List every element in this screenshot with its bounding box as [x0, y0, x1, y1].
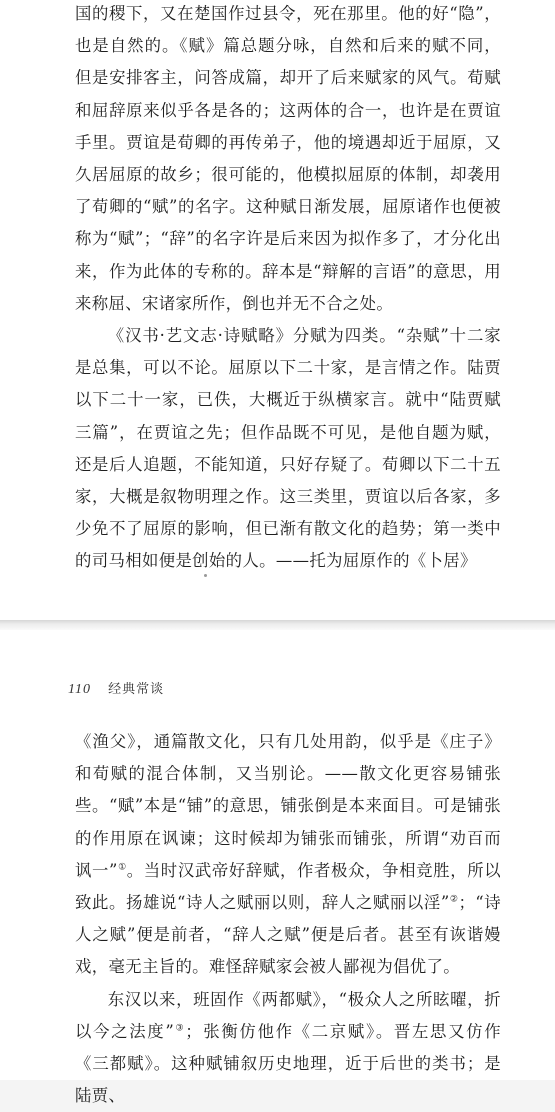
text-run: 《渔父》，通篇散文化，只有几处用韵，似乎是《庄子》和荀赋的混合体制，又当别论。——散文化更容易铺张些。“赋”本是“铺”的意思，铺张倒是本来面目。可是铺张的作用原在讽谏；这时候却为铺张而铺张，所谓“劝百而讽一” [75, 732, 501, 880]
text-run: 东汉以来，班固作《两都赋》，“极众人之所眩曜，折以今之法度” [75, 989, 501, 1041]
text-run: ；张衡仿他作《二京赋》。晋左思又仿作《三都赋》。这种赋铺叙历史地理，近于后世的类书；是陆贾、 [75, 1021, 501, 1106]
footnote-marker[interactable]: ③ [174, 1023, 186, 1034]
upper-page-body [75, 0, 501, 578]
running-header [68, 678, 164, 698]
footnote-marker[interactable]: ② [449, 894, 459, 905]
paragraph: 《汉书·艺文志·诗赋略》分赋为四类。“杂赋”十二家是总集，可以不论。屈原以下二十家，是言情之作。陆贾以下二十一家，已佚，大概近于纵横家言。就中“陆贾赋三篇”，在贾谊之先；但作品既不可见，是他自题为赋，还是后人追题，不能知道，只好存疑了。荀卿以下二十五家，大概是叙物明理之作。这三类里，贾谊以后各家，多少免不了屈原的影响，但已渐有散文化的趋势；第一类中的司马相如便是创始的人。——托为屈原作的《卜居》 [75, 326, 501, 571]
paragraph [75, 726, 501, 984]
paragraph [75, 984, 501, 1112]
footnote-marker[interactable]: ① [117, 862, 127, 873]
lower-page [0, 630, 555, 1106]
scan-speck [204, 574, 207, 577]
text-run: 。当时汉武帝好辞赋，作者极众，争相竞胜，所以致此。扬雄说“诗人之赋丽以则，辞人之赋丽以淫” [75, 860, 501, 913]
page-number: 110 [68, 682, 91, 697]
text-run: ；“诗人之赋”便是前者，“辞人之赋”便是后者。甚至有诙谐嫚戏，毫无主旨的。难怪辞赋家会被人鄙视为倡优了。 [75, 893, 501, 977]
running-title: 经典常谈 [108, 682, 165, 697]
page-divider [0, 620, 555, 630]
paragraph: 国的稷下，又在楚国作过县令，死在那里。他的好“隐”，也是自然的。《赋》篇总题分咏，自然和后来的赋不同，但是安排客主，问答成篇，却开了后来赋家的风气。荀赋和屈辞原来似乎各是各的；这两体的合一，也许是在贾谊手里。贾谊是荀卿的再传弟子，他的境遇却近于屈原，又久居屈原的故乡；很可能的，他模拟屈原的体制，却袭用了荀卿的“赋”的名字。这种赋日渐发展，屈原诸作也便被称为“赋”；“辞”的名字许是后来因为拟作多了，才分化出来，作为此体的专称的。辞本是“辩解的言语”的意思，用来称屈、宋诸家所作，倒也并无不合之处。 [75, 4, 501, 313]
lower-page-body [75, 726, 501, 1112]
